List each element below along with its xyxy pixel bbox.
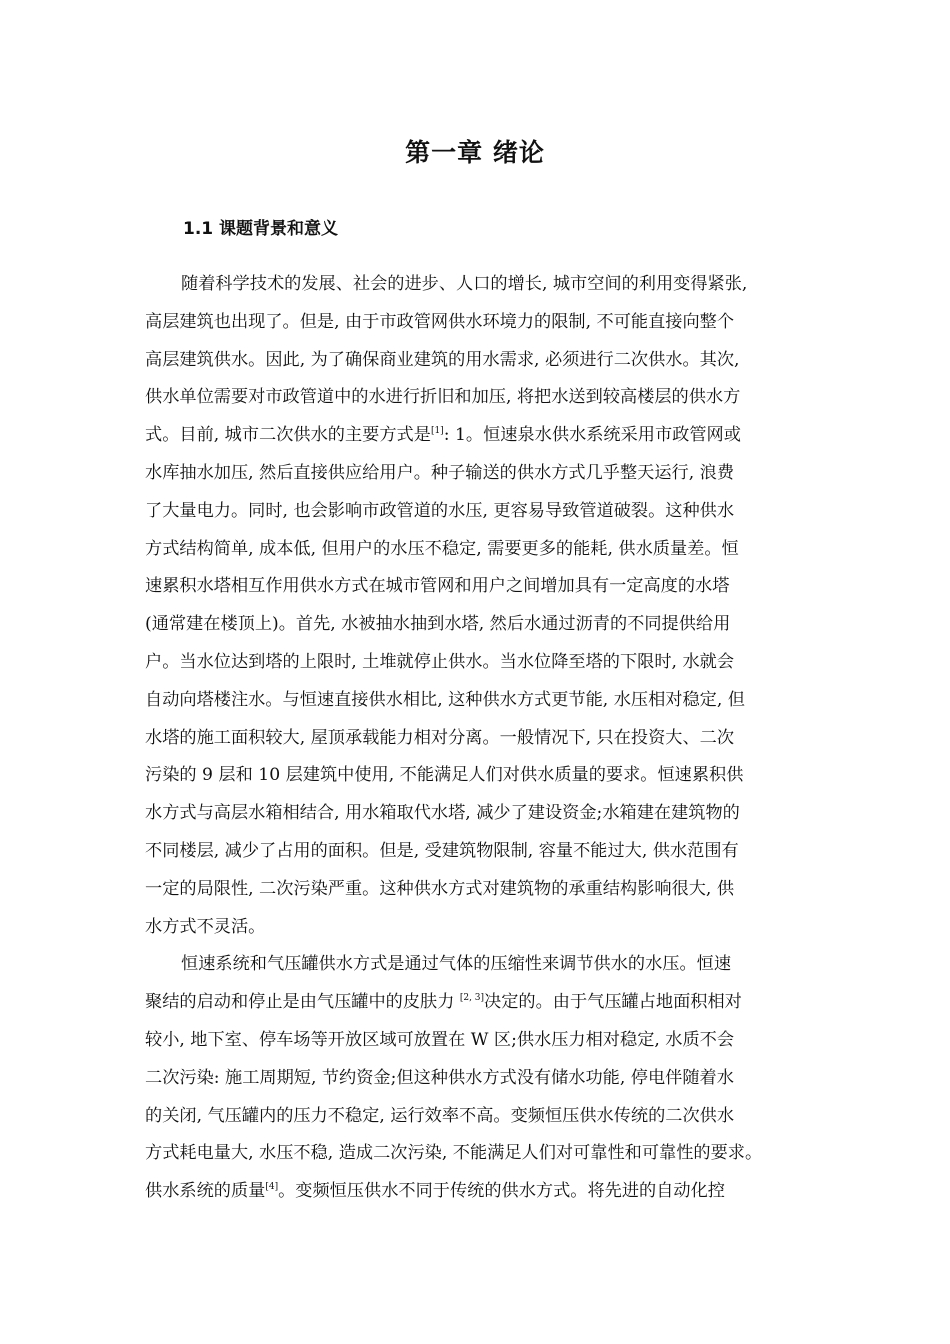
text-line: 高层建筑也出现了。但是, 由于市政管网供水环境力的限制, 不可能直接向整个: [145, 311, 735, 332]
text-line: 二次污染: 施工周期短, 节约资金;但这种供水方式没有储水功能, 停电伴随着水: [145, 1067, 734, 1088]
text-line: 随着科学技术的发展、社会的进步、人口的增长, 城市空间的利用变得紧张,: [181, 274, 748, 294]
text-line: (通常建在楼顶上)。首先, 水被抽水抽到水塔, 然后水通过沥青的不同提供给用: [145, 614, 731, 635]
text-segment: 供水系统的质量: [145, 1181, 266, 1202]
paragraph-2: [145, 946, 807, 1211]
citation-marker: [4]: [265, 1182, 279, 1193]
citation-marker: [1]: [430, 426, 444, 437]
text-line: 供水单位需要对市政管道中的水进行折旧和加压, 将把水送到较高楼层的供水方: [145, 387, 741, 408]
text-line: 自动向塔楼注水。与恒速直接供水相比, 这种供水方式更节能, 水压相对稳定, 但: [145, 689, 745, 710]
text-segment: : 1。恒速泉水供水系统采用市政管网或: [443, 425, 741, 446]
text-line: 水方式与高层水箱相结合, 用水箱取代水塔, 减少了建设资金;水箱建在建筑物的: [145, 803, 740, 824]
chapter-title: 第一章 绪论: [405, 138, 545, 167]
text-line: 不同楼层, 减少了占用的面积。但是, 受建筑物限制, 容量不能过大, 供水范围有: [145, 840, 739, 861]
text-line: [145, 417, 807, 455]
text-line: 污染的 9 层和 10 层建筑中使用, 不能满足人们对供水质量的要求。恒速累积供: [145, 765, 744, 786]
paragraph-1: [145, 266, 807, 946]
text-line: 高层建筑供水。因此, 为了确保商业建筑的用水需求, 必须进行二次供水。其次,: [145, 349, 740, 370]
text-line: 一定的局限性, 二次污染严重。这种供水方式对建筑物的承重结构影响很大, 供: [145, 878, 735, 899]
section-heading: 1.1 课题背景和意义: [183, 219, 339, 239]
text-line: 户。当水位达到塔的上限时, 土堆就停止供水。当水位降至塔的下限时, 水就会: [145, 651, 735, 672]
text-segment: 。变频恒压供水不同于传统的供水方式。将先进的自动化控: [278, 1181, 725, 1202]
text-line: 较小, 地下室、停车场等开放区域可放置在 W 区;供水压力相对稳定, 水质不会: [145, 1029, 735, 1050]
text-line: 水塔的施工面积较大, 屋顶承载能力相对分离。一般情况下, 只在投资大、二次: [145, 727, 735, 748]
text-line: 方式耗电量大, 水压不稳, 造成二次污染, 不能满足人们对可靠性和可靠性的要求。: [145, 1143, 763, 1164]
text-line: [145, 984, 807, 1022]
text-segment: 式。目前, 城市二次供水的主要方式是: [145, 425, 431, 446]
text-segment: 决定的。由于气压罐占地面积相对: [484, 992, 742, 1013]
citation-marker: [2, 3]: [459, 993, 485, 1004]
text-line: 速累积水塔相互作用供水方式在城市管网和用户之间增加具有一定高度的水塔: [145, 576, 730, 597]
text-line: [145, 1173, 807, 1211]
text-line: 的关闭, 气压罐内的压力不稳定, 运行效率不高。变频恒压供水传统的二次供水: [145, 1105, 735, 1126]
text-line: 水库抽水加压, 然后直接供应给用户。种子输送的供水方式几乎整天运行, 浪费: [145, 462, 735, 483]
text-line: 水方式不灵活。: [145, 916, 266, 937]
text-line: 方式结构简单, 成本低, 但用户的水压不稳定, 需要更多的能耗, 供水质量差。恒: [145, 538, 739, 559]
text-line: 了大量电力。同时, 也会影响市政管道的水压, 更容易导致管道破裂。这种供水: [145, 500, 735, 521]
text-segment: 聚结的启动和停止是由气压罐中的皮肤力: [145, 992, 460, 1013]
body-text: [145, 266, 807, 1211]
text-line: 恒速系统和气压罐供水方式是通过气体的压缩性来调节供水的水压。恒速: [181, 954, 732, 975]
